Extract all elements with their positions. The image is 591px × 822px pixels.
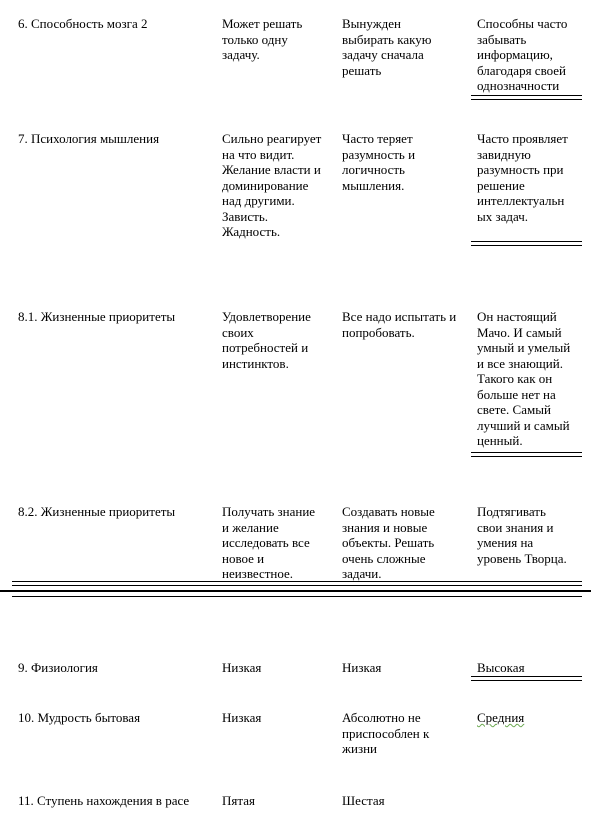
row-10-col-2: Низкая [222,710,262,725]
row-9-col-4: Высокая [477,660,525,675]
row-8-1-col-2: Удовлетворение своих потребностей и инстинктов. [222,309,311,371]
row-7-title: 7. Психология мышления [18,131,160,146]
row-6-col-4: Способны часто забывать информацию, благодаря своей однозначности [477,16,568,93]
row-6-title: 6. Способность мозга 2 [18,16,148,31]
table-top-rule [12,596,582,597]
row-8-1-col-3: Все надо испытать и попробовать. [342,309,457,340]
cell-double-rule [471,452,582,457]
row-9-col-2: Низкая [222,660,262,675]
cell-double-rule [471,676,582,681]
row-6-col-3: Вынужден выбирать какую задачу сначала решать [342,16,432,78]
row-11-col-2: Пятая [222,793,255,808]
row-8-2-col-3: Создавать новые знания и новые объекты. Решать очень сложные задачи. [342,504,435,581]
row-9-title: 9. Физиология [18,660,98,675]
row-7-col-4: Часто проявляет завидную разумность при решение интеллектуальн ых задач. [477,131,568,224]
row-8-2-col-4: Подтягивать свои знания и умения на уровень Творца. [477,504,567,566]
page-break-line [0,590,591,592]
table-bottom-double-rule [12,581,582,586]
cell-double-rule [471,95,582,100]
row-10-col-4: Средния [477,710,525,725]
cell-double-rule [471,241,582,246]
row-7-col-3: Часто теряет разумность и логичность мышления. [342,131,416,193]
row-8-1-title: 8.1. Жизненные приоритеты [18,309,176,324]
row-10-col-3: Абсолютно не приспособлен к жизни [342,710,430,756]
row-7-col-2: Сильно реагирует на что видит. Желание власти и доминирование над другими. Зависть. Жадность. [222,131,322,239]
row-6-col-2: Может решать только одну задачу. [222,16,303,62]
row-8-2-title: 8.2. Жизненные приоритеты [18,504,176,519]
row-9-col-3: Низкая [342,660,382,675]
row-8-1-col-4: Он настоящий Мачо. И самый умный и умелый и все знающий. Такого как он больше нет на свете. Самый лучший и самый ценный. [477,309,571,448]
row-11-title: 11. Ступень нахождения в расе [18,793,190,808]
row-10-title: 10. Мудрость бытовая [18,710,141,725]
row-8-2-col-2: Получать знание и желание исследовать все новое и неизвестное. [222,504,316,581]
row-11-col-3: Шестая [342,793,385,808]
